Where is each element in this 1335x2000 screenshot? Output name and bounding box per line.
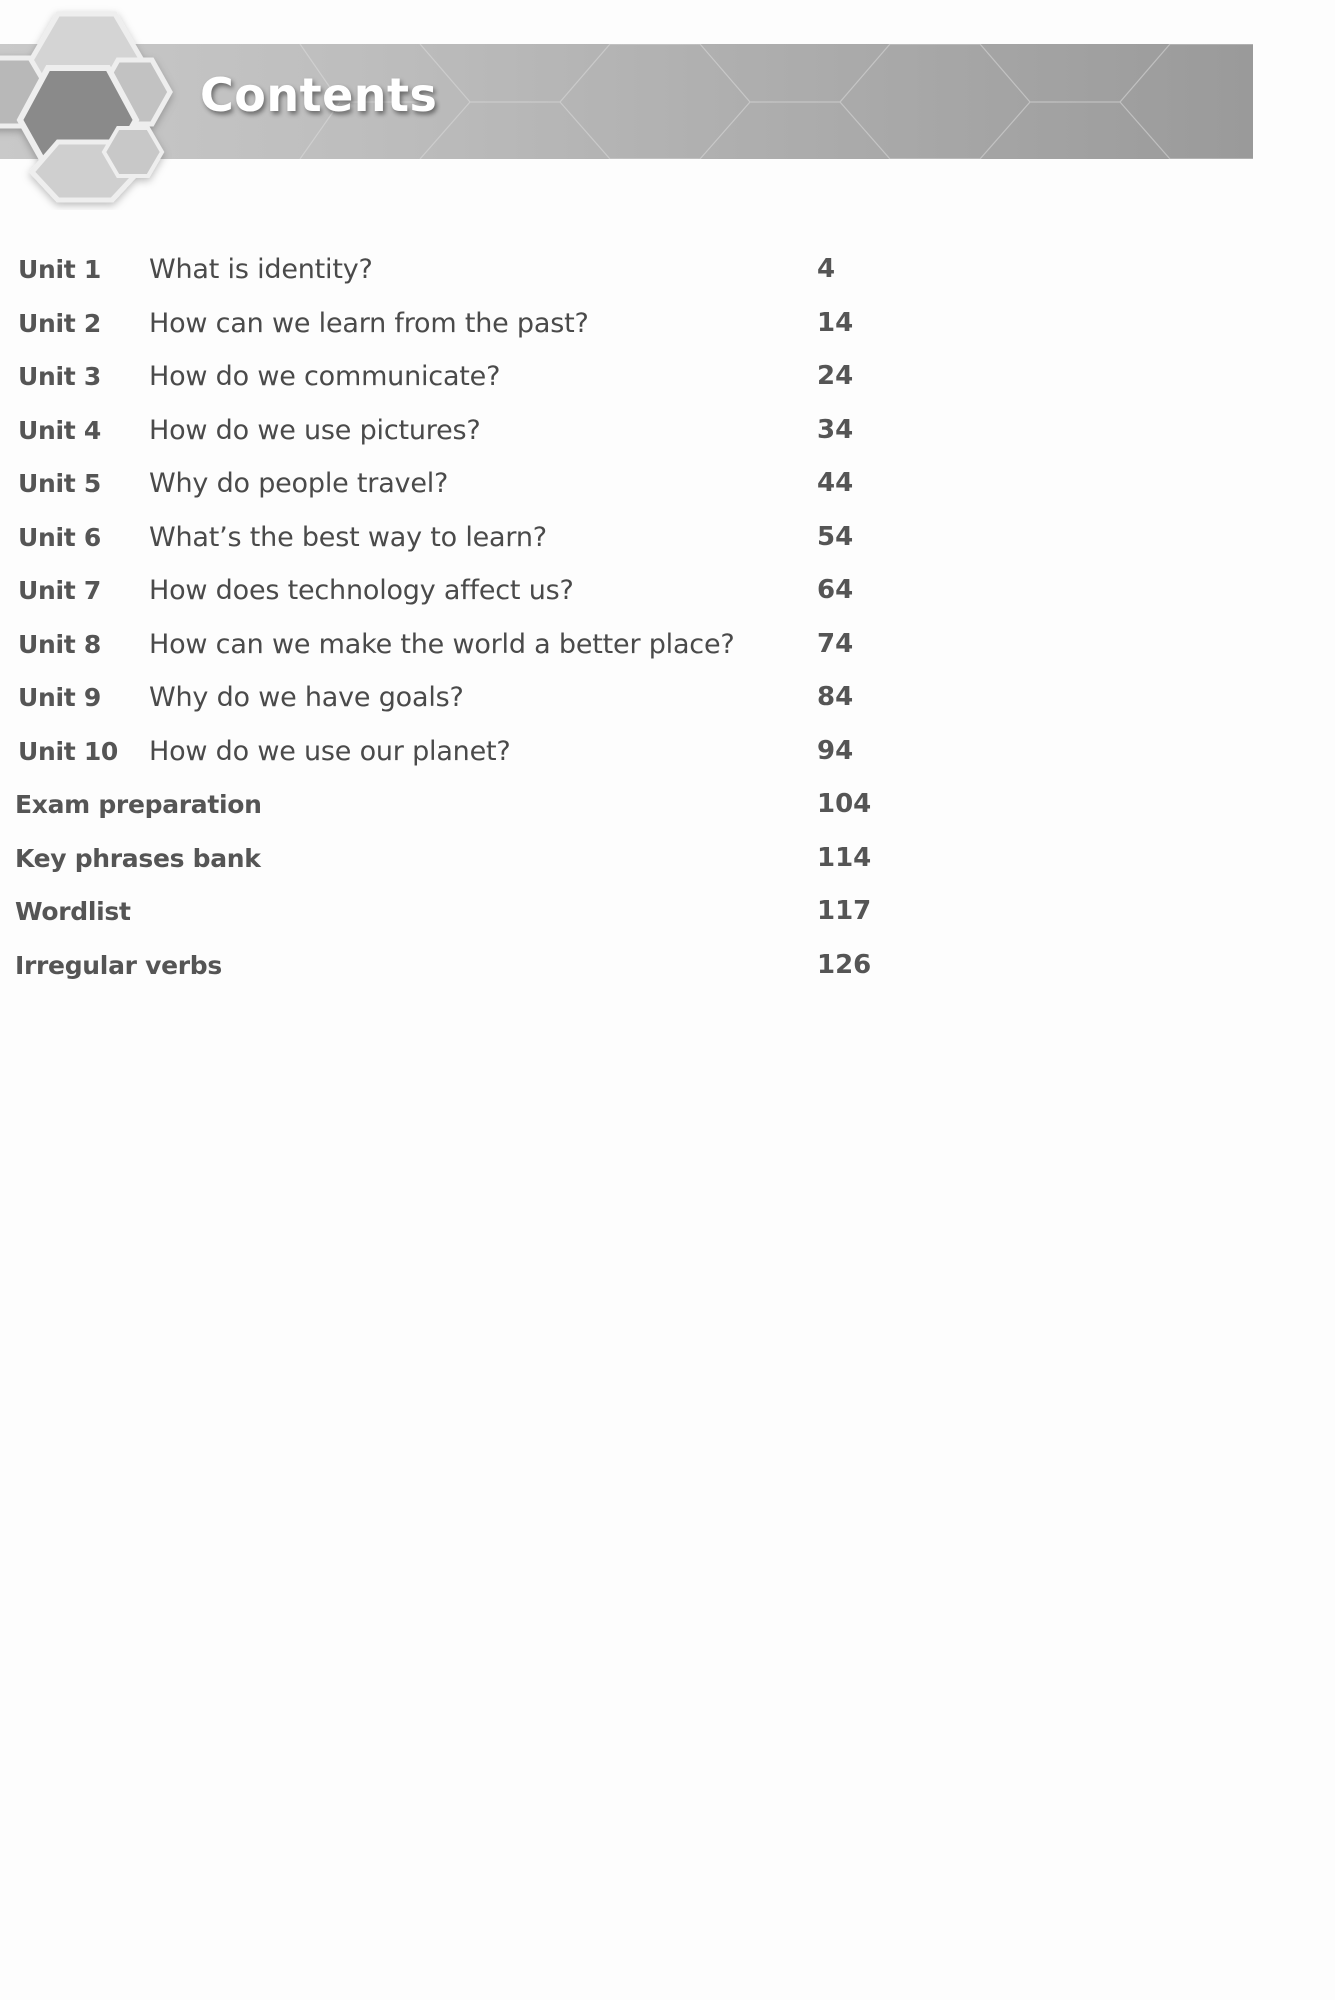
section-title: Key phrases bank <box>15 843 261 873</box>
unit-title: How do we communicate? <box>149 361 501 392</box>
unit-title: Why do we have goals? <box>149 682 464 713</box>
unit-label: Unit 9 <box>18 683 101 712</box>
page-number: 117 <box>817 896 872 926</box>
hexagon-cluster-icon <box>0 0 200 210</box>
toc-unit-row[interactable] <box>0 404 900 458</box>
page-number: 94 <box>817 735 854 766</box>
toc-unit-row[interactable] <box>0 350 900 404</box>
unit-label: Unit 8 <box>18 629 101 659</box>
page-number: 74 <box>817 628 854 659</box>
page-number: 44 <box>817 468 854 498</box>
page-number: 64 <box>817 575 854 605</box>
unit-title: How can we make the world a better place? <box>149 628 735 660</box>
toc-extra-row-key-phrases-bank[interactable] <box>0 832 900 886</box>
toc-unit-row[interactable] <box>0 243 900 297</box>
page-number: 34 <box>817 414 854 445</box>
unit-title: How does technology affect us? <box>149 575 574 606</box>
toc-unit-row[interactable] <box>0 671 900 725</box>
unit-label: Unit 6 <box>18 522 101 552</box>
unit-label: Unit 2 <box>18 308 101 338</box>
unit-label: Unit 1 <box>18 255 101 284</box>
section-title: Exam preparation <box>15 790 262 819</box>
unit-title: What is identity? <box>149 254 373 285</box>
toc-unit-row[interactable] <box>0 618 900 672</box>
toc-unit-row[interactable] <box>0 457 900 511</box>
unit-title: How do we use pictures? <box>149 414 481 446</box>
unit-label: Unit 4 <box>18 415 101 445</box>
page-title: Contents <box>200 68 438 122</box>
page-number: 54 <box>817 521 854 552</box>
unit-label: Unit 5 <box>18 469 101 498</box>
table-of-contents <box>0 243 900 992</box>
toc-extra-row-wordlist[interactable] <box>0 885 900 939</box>
toc-extra-row-exam-preparation[interactable] <box>0 778 900 832</box>
page-number: 24 <box>817 361 854 391</box>
toc-unit-row[interactable] <box>0 725 900 779</box>
page-number: 84 <box>817 682 854 712</box>
unit-label: Unit 3 <box>18 362 101 391</box>
page-number: 114 <box>817 842 872 873</box>
unit-title: How can we learn from the past? <box>149 307 589 339</box>
toc-unit-row[interactable] <box>0 511 900 565</box>
page-number: 104 <box>817 789 872 819</box>
unit-label: Unit 7 <box>18 576 101 605</box>
page-number: 4 <box>817 254 836 284</box>
toc-unit-row[interactable] <box>0 297 900 351</box>
section-title: Irregular verbs <box>15 950 222 980</box>
toc-extra-row-irregular-verbs[interactable] <box>0 939 900 993</box>
unit-title: How do we use our planet? <box>149 735 511 767</box>
unit-title: Why do people travel? <box>149 468 449 499</box>
unit-title: What’s the best way to learn? <box>149 521 547 553</box>
section-title: Wordlist <box>15 897 131 926</box>
unit-label: Unit 10 <box>18 736 119 766</box>
page-number: 14 <box>817 307 854 338</box>
page-number: 126 <box>817 949 872 980</box>
toc-unit-row[interactable] <box>0 564 900 618</box>
